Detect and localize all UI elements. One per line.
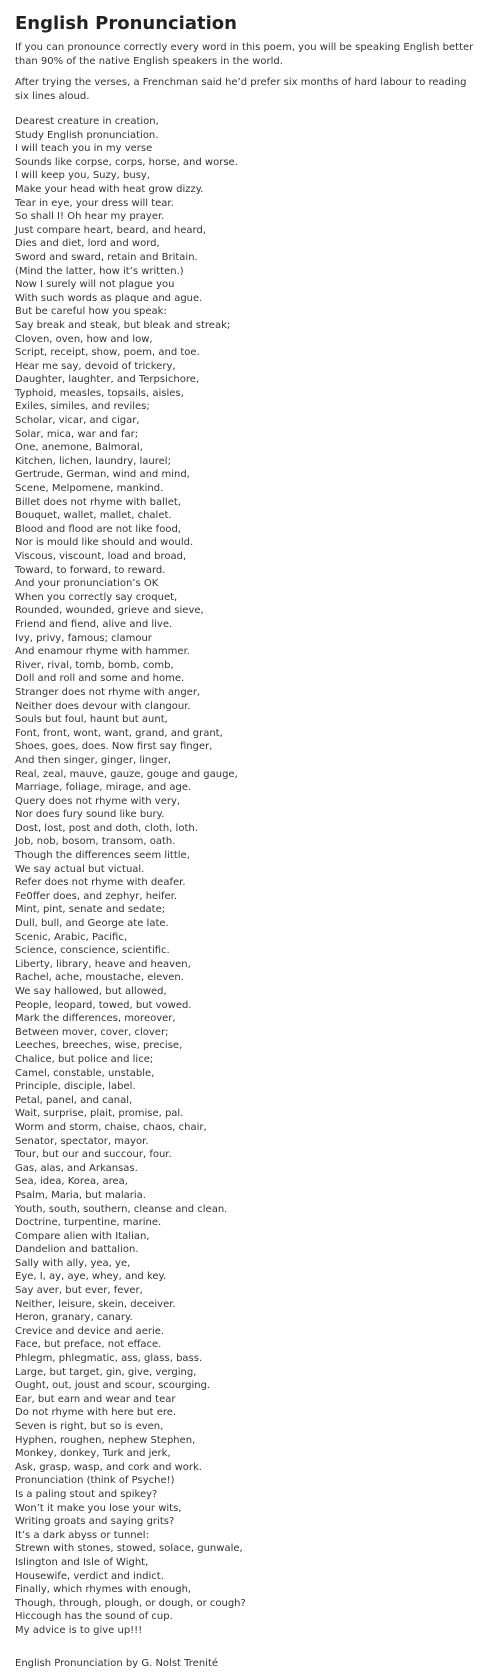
poem-line: Make your head with heat grow dizzy.	[15, 183, 204, 195]
poem-line: Ought, out, joust and scour, scourging.	[15, 1380, 211, 1392]
poem-line: Ivy, privy, famous; clamour	[15, 632, 152, 644]
poem-line: Petal, panel, and canal,	[15, 1094, 133, 1106]
poem-line: Refer does not rhyme with deafer.	[15, 877, 186, 889]
poem-line: Heron, granary, canary.	[15, 1312, 133, 1324]
poem-line: Nor does fury sound like bury.	[15, 809, 165, 821]
poem-line: Tear in eye, your dress will tear.	[15, 197, 174, 209]
poem-line: Solar, mica, war and far;	[15, 428, 139, 440]
poem-line: Neither does devour with clangour.	[15, 700, 191, 712]
poem-line: Face, but preface, not efface.	[15, 1339, 162, 1351]
poem-line: Won’t it make you lose your wits,	[15, 1502, 182, 1514]
poem-line: Souls but foul, haunt but aunt,	[15, 714, 168, 726]
poem-line: It’s a dark abyss or tunnel:	[15, 1529, 149, 1541]
poem-text	[15, 115, 482, 1638]
poem-line: Worm and storm, chaise, chaos, chair,	[15, 1121, 207, 1133]
poem-line: Study English pronunciation.	[15, 129, 159, 141]
poem-line: Dull, bull, and George ate late.	[15, 918, 169, 930]
poem-line: Tour, but our and succour, four.	[15, 1149, 172, 1161]
poem-line: Compare alien with Italian,	[15, 1230, 150, 1242]
poem-line: Say aver, but ever, fever,	[15, 1285, 143, 1297]
poem-line: Doctrine, turpentine, marine.	[15, 1217, 162, 1229]
poem-line: Sword and sward, retain and Britain.	[15, 251, 198, 263]
poem-line: Rounded, wounded, grieve and sieve,	[15, 605, 204, 617]
poem-line: We say hallowed, but allowed,	[15, 986, 167, 997]
poem-line: Hiccough has the sound of cup.	[15, 1611, 173, 1623]
poem-line: Rachel, ache, moustache, eleven.	[15, 972, 184, 984]
poem-line: Fe0ffer does, and zephyr, heifer.	[15, 890, 178, 902]
poem-line: Scenic, Arabic, Pacific,	[15, 931, 127, 943]
poem-credit: English Pronunciation by G. Nolst Trenité	[15, 1657, 219, 1669]
poem-line: Writing groats and saying grits?	[15, 1516, 175, 1528]
poem-line: Say break and steak, but bleak and streak;	[15, 319, 231, 331]
poem-line: Doll and roll and some and home.	[15, 673, 185, 685]
poem-line: Sea, idea, Korea, area,	[15, 1176, 128, 1188]
poem-line: Eye, I, ay, aye, whey, and key.	[15, 1271, 167, 1283]
page-title: English Pronunciation	[15, 13, 237, 34]
poem-line: Nor is mould like should and would.	[15, 537, 194, 549]
poem-line: I will keep you, Suzy, busy,	[15, 170, 151, 182]
poem-line: Seven is right, but so is even,	[15, 1421, 164, 1432]
poem-line: Typhoid, measles, topsails, aisles,	[15, 387, 184, 399]
poem-line: Daughter, laughter, and Terpsichore,	[15, 374, 200, 386]
poem-line: Job, nob, bosom, transom, oath.	[15, 836, 176, 848]
poem-line: Psalm, Maria, but malaria.	[15, 1189, 146, 1201]
poem-line: Friend and fiend, alive and live.	[15, 618, 173, 630]
poem-line: Principle, disciple, label.	[15, 1081, 136, 1093]
poem-line: Though the differences seem little,	[15, 850, 190, 862]
poem-line: Do not rhyme with here but ere.	[15, 1407, 177, 1419]
poem-line: Strewn with stones, stowed, solace, gunwale,	[15, 1543, 243, 1555]
poem-line: Youth, south, southern, cleanse and clean.	[15, 1203, 228, 1215]
poem-line: Shoes, goes, does. Now first say finger,	[15, 741, 213, 753]
poem-line: Hear me say, devoid of trickery,	[15, 360, 176, 372]
poem-line: Hyphen, roughen, nephew Stephen,	[15, 1434, 196, 1446]
poem-line: Is a paling stout and spikey?	[15, 1488, 158, 1500]
poem-line: So shall I! Oh hear my prayer.	[15, 211, 165, 223]
poem-line: Pronunciation (think of Psyche!)	[15, 1475, 175, 1487]
poem-line: Marriage, foliage, mirage, and age.	[15, 782, 192, 794]
poem-line: Housewife, verdict and indict.	[15, 1570, 164, 1582]
poem-line: Ask, grasp, wasp, and cork and work.	[15, 1461, 202, 1473]
poem-line: When you correctly say croquet,	[15, 591, 178, 603]
poem-line: With such words as plaque and ague.	[15, 292, 203, 304]
poem-line: Gertrude, German, wind and mind,	[15, 469, 190, 481]
poem-line: River, rival, tomb, bomb, comb,	[15, 659, 174, 671]
poem-line: Dandelion and battalion.	[15, 1244, 139, 1256]
poem-line: People, leopard, towed, but vowed.	[15, 999, 192, 1011]
poem-line: Scene, Melpomene, mankind.	[15, 483, 164, 495]
poem-line: We say actual but victual.	[15, 863, 145, 875]
poem-line: Gas, alas, and Arkansas.	[15, 1162, 138, 1174]
poem-line: Exiles, similes, and reviles;	[15, 401, 150, 413]
poem-line: One, anemone, Balmoral,	[15, 442, 143, 454]
poem-line: Sally with ally, yea, ye,	[15, 1257, 131, 1269]
poem-line: Wait, surprise, plait, promise, pal.	[15, 1108, 184, 1120]
poem-line: Mark the differences, moreover,	[15, 1013, 176, 1025]
poem-line: My advice is to give up!!!	[15, 1624, 143, 1636]
poem-line: Finally, which rhymes with enough,	[15, 1584, 192, 1596]
poem-line: Camel, constable, unstable,	[15, 1067, 155, 1079]
poem-line: Query does not rhyme with very,	[15, 795, 181, 807]
poem-line: Crevice and device and aerie.	[15, 1325, 165, 1337]
poem-line: Monkey, donkey, Turk and jerk,	[15, 1448, 171, 1460]
poem-line: Neither, leisure, skein, deceiver.	[15, 1298, 176, 1310]
poem-line: Though, through, plough, or dough, or cough?	[15, 1597, 246, 1609]
poem-line: Font, front, wont, want, grand, and grant,	[15, 727, 223, 739]
poem-line: Just compare heart, beard, and heard,	[15, 224, 207, 236]
poem-line: And your pronunciation’s OK	[15, 578, 159, 590]
intro-paragraph-2: After trying the verses, a Frenchman said he’d prefer six months of hard labour to reading six lines aloud.	[15, 77, 467, 102]
poem-line: Real, zeal, mauve, gauze, gouge and gauge,	[15, 768, 238, 780]
poem-line: Islington and Isle of Wight,	[15, 1556, 149, 1568]
poem-line: (Mind the latter, how it’s written.)	[15, 265, 184, 277]
poem-line: Mint, pint, senate and sedate;	[15, 904, 166, 916]
poem-line: And enamour rhyme with hammer.	[15, 646, 190, 658]
poem-line: Scholar, vicar, and cigar,	[15, 415, 140, 427]
poem-line: Blood and flood are not like food,	[15, 523, 181, 535]
poem-line: But be careful how you speak:	[15, 306, 167, 318]
poem-line: Senator, spectator, mayor.	[15, 1135, 149, 1147]
poem-line: Science, conscience, scientific.	[15, 945, 170, 957]
poem-line: I will teach you in my verse	[15, 143, 153, 155]
poem-line: And then singer, ginger, linger,	[15, 754, 172, 766]
intro-paragraph-1: If you can pronounce correctly every word in this poem, you will be speaking English better than 90% of the native English speakers in the world.	[15, 42, 474, 67]
poem-line: Sounds like corpse, corps, horse, and worse.	[15, 156, 238, 168]
poem-line: Leeches, breeches, wise, precise,	[15, 1040, 183, 1052]
poem-line: Now I surely will not plague you	[15, 279, 175, 291]
poem-line: Liberty, library, heave and heaven,	[15, 958, 191, 970]
poem-line: Stranger does not rhyme with anger,	[15, 686, 201, 698]
poem-line: Cloven, oven, how and low,	[15, 333, 153, 345]
poem-line: Viscous, viscount, load and broad,	[15, 551, 187, 562]
poem-line: Dost, lost, post and doth, cloth, loth.	[15, 822, 198, 834]
poem-line: Chalice, but police and lice;	[15, 1053, 154, 1065]
poem-line: Ear, but earn and wear and tear	[15, 1393, 176, 1405]
poem-line: Kitchen, lichen, laundry, laurel;	[15, 455, 171, 467]
poem-line: Billet does not rhyme with ballet,	[15, 496, 181, 508]
poem-line: Between mover, cover, clover;	[15, 1026, 169, 1038]
poem-line: Phlegm, phlegmatic, ass, glass, bass.	[15, 1353, 203, 1365]
poem-line: Dies and diet, lord and word,	[15, 238, 160, 250]
poem-line: Bouquet, wallet, mallet, chalet.	[15, 510, 172, 522]
poem-line: Dearest creature in creation,	[15, 116, 159, 127]
poem-line: Large, but target, gin, give, verging,	[15, 1366, 197, 1378]
poem-line: Toward, to forward, to reward.	[15, 564, 166, 576]
poem-line: Script, receipt, show, poem, and toe.	[15, 347, 200, 359]
